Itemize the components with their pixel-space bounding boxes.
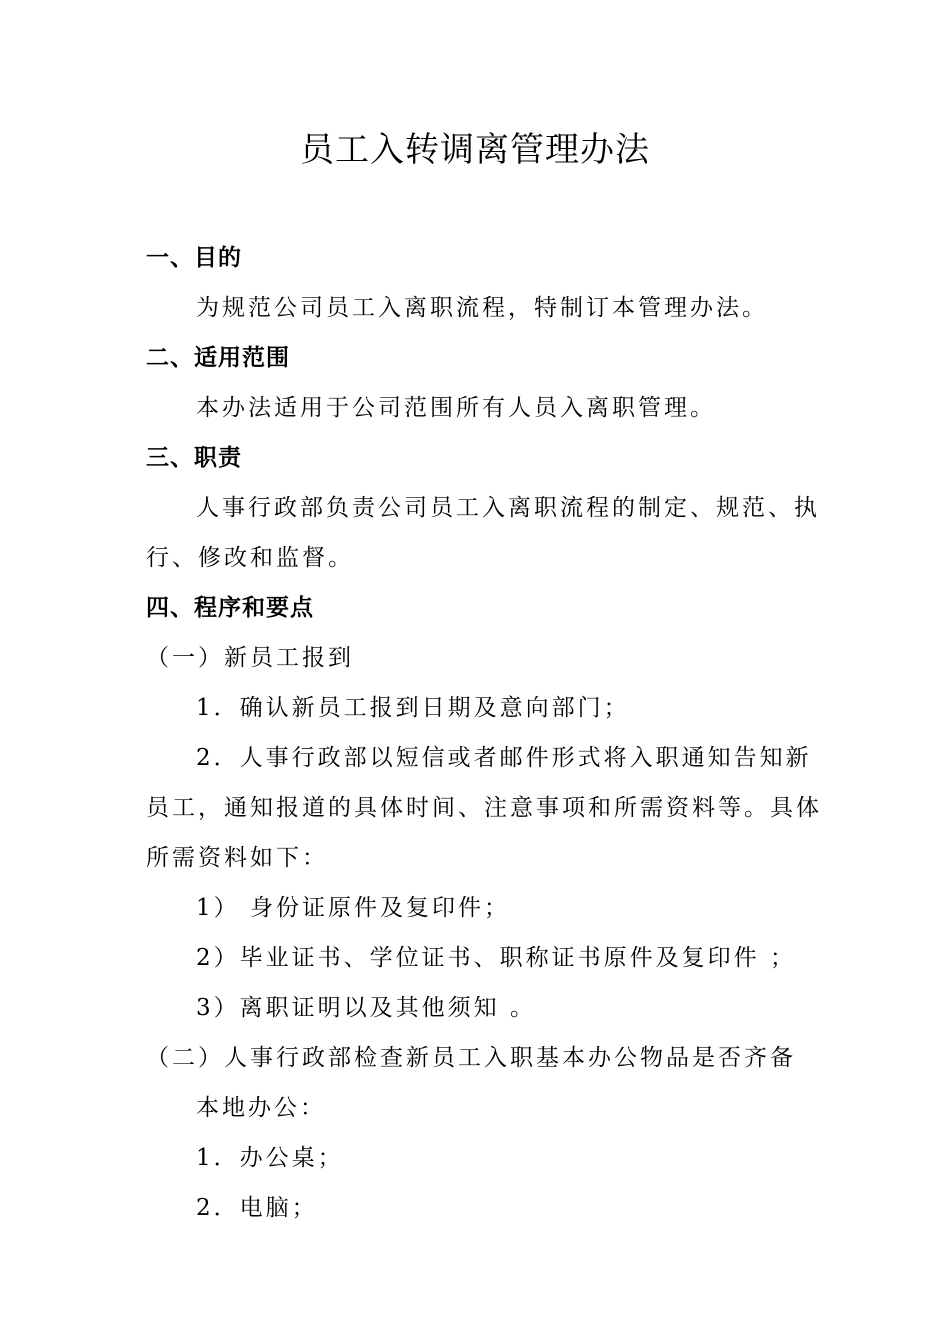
list-item-notify-line3: 所需资料如下： — [146, 845, 328, 871]
paragraph-purpose: 为规范公司员工入离职流程，特制订本管理办法。 — [196, 295, 768, 321]
list-item-confirm-date: 1．确认新员工报到日期及意向部门； — [196, 695, 630, 721]
local-office-label: 本地办公： — [196, 1095, 326, 1121]
list-item-id-card: 1） 身份证原件及复印件； — [196, 895, 510, 921]
document-title: 员工入转调离管理办法 — [300, 130, 650, 170]
list-item-computer: 2．电脑； — [196, 1195, 318, 1221]
section-heading-responsibility: 三、职责 — [146, 445, 242, 471]
list-item-desk: 1．办公桌； — [196, 1145, 344, 1171]
list-item-certificates: 2）毕业证书、学位证书、职称证书原件及复印件 ； — [196, 945, 796, 971]
section-heading-scope: 二、适用范围 — [146, 345, 290, 371]
subsection-new-employee: （一）新员工报到 — [146, 645, 354, 671]
section-heading-procedure: 四、程序和要点 — [146, 595, 314, 621]
paragraph-responsibility-line1: 人事行政部负责公司员工入离职流程的制定、规范、执 — [196, 495, 820, 521]
list-item-notify-line2: 员工，通知报道的具体时间、注意事项和所需资料等。具体 — [146, 795, 822, 821]
list-item-resignation-proof: 3）离职证明以及其他须知 。 — [196, 995, 536, 1021]
paragraph-responsibility-line2: 行、修改和监督。 — [146, 545, 354, 571]
paragraph-scope: 本办法适用于公司范围所有人员入离职管理。 — [196, 395, 716, 421]
section-heading-purpose: 一、目的 — [146, 245, 242, 271]
subsection-office-supplies: （二）人事行政部检查新员工入职基本办公物品是否齐备 — [146, 1045, 796, 1071]
list-item-notify-line1: 2．人事行政部以短信或者邮件形式将入职通知告知新 — [196, 745, 812, 771]
